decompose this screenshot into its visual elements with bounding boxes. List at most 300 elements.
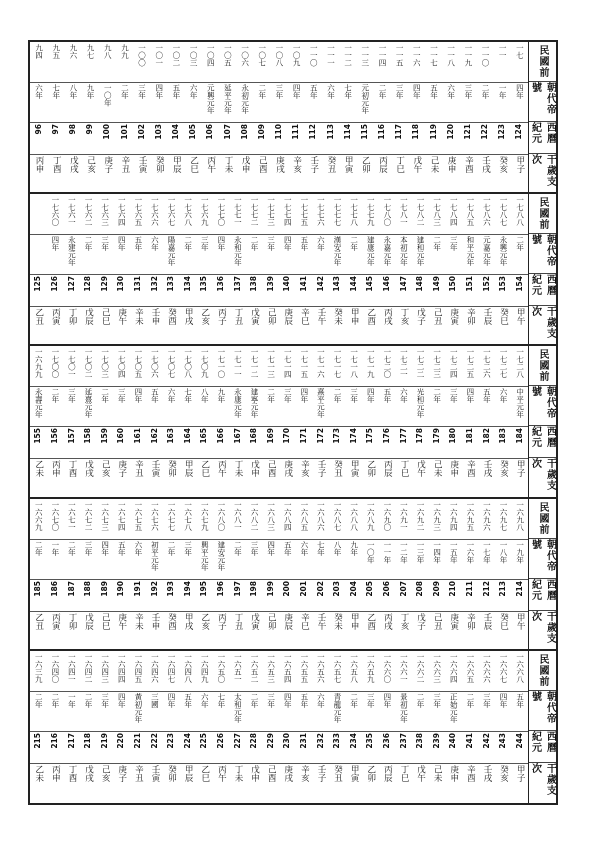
cell-text: 122: [480, 124, 490, 140]
table-band: [30, 346, 556, 498]
cell-text: 己酉: [257, 156, 268, 173]
cell-text: 癸亥: [498, 764, 509, 782]
cell-era: [179, 388, 196, 424]
header-gz: 干歲支次: [529, 610, 556, 644]
cell-text: 一二年: [399, 540, 409, 564]
cell-text: 延熹元年: [84, 388, 94, 419]
cell-mg: [511, 196, 528, 232]
cell-mg: [373, 44, 390, 80]
cell-era: [279, 693, 296, 729]
cell-ad: [428, 733, 445, 761]
cell-text: 二年: [84, 236, 94, 252]
cell-text: 二年: [515, 236, 525, 252]
cell-text: 一六六八: [515, 652, 525, 683]
cell-ad: [362, 276, 379, 304]
cell-ad: [253, 124, 270, 152]
cell-text: 三年: [137, 84, 147, 99]
year-column: [246, 651, 263, 803]
cell-mg: [80, 348, 97, 384]
cell-mg: [329, 653, 346, 689]
cell-text: 209: [431, 580, 441, 597]
cell-text: 一七一九: [366, 348, 376, 379]
year-column: [99, 42, 116, 194]
cell-text: 三年: [183, 540, 193, 556]
cell-ad: [82, 124, 99, 152]
cell-text: 四年: [382, 692, 392, 708]
year-column: [408, 42, 425, 194]
cell-text: 壬午: [315, 612, 326, 630]
year-column: [47, 651, 64, 803]
cell-text: 214: [514, 580, 524, 597]
cell-text: 三年: [100, 692, 110, 708]
cell-era: [185, 84, 202, 120]
cell-text: 一七二〇: [382, 348, 392, 379]
cell-text: 三年: [283, 388, 293, 404]
cell-text: 丙戌: [382, 308, 393, 326]
cell-text: 140: [282, 276, 292, 292]
cell-mg: [379, 196, 396, 232]
header-gz: 干歲支次: [529, 762, 556, 796]
cell-text: 辛未: [133, 612, 144, 630]
cell-ad: [412, 733, 429, 761]
cell-text: 丁巳: [398, 764, 409, 782]
cell-gz: [345, 460, 362, 496]
cell-gz: [236, 156, 253, 192]
cell-gz: [279, 308, 296, 344]
cell-text: 壬子: [315, 764, 326, 782]
cell-mg: [213, 501, 230, 537]
cell-text: 三年: [200, 236, 210, 252]
cell-ad: [229, 581, 246, 609]
cell-text: 辛未: [133, 308, 144, 326]
cell-ad: [362, 581, 379, 609]
cell-era: [329, 236, 346, 272]
cell-ad: [428, 428, 445, 456]
table-band: [30, 194, 556, 346]
cell-era: [395, 693, 412, 729]
cell-mg: [279, 653, 296, 689]
year-column: [305, 42, 322, 194]
cell-mg: [146, 348, 163, 384]
cell-era: [163, 388, 180, 424]
cell-text: 211: [464, 580, 474, 597]
cell-text: 224: [182, 732, 192, 749]
cell-text: 217: [66, 732, 76, 749]
cell-ad: [312, 581, 329, 609]
cell-text: 七年: [343, 84, 353, 99]
cell-text: 乙酉: [365, 612, 376, 630]
cell-text: 240: [448, 732, 458, 749]
cell-text: 四年: [292, 84, 302, 99]
cell-text: 丙子: [216, 308, 227, 326]
cell-ad: [312, 428, 329, 456]
year-column: [395, 651, 412, 803]
cell-era: [322, 84, 339, 120]
header-mg: 民國前: [529, 42, 556, 82]
cell-era: [362, 388, 379, 424]
cell-text: 黃初元年: [133, 692, 143, 723]
cell-gz: [150, 156, 167, 192]
cell-text: 一五年: [449, 540, 459, 564]
cell-gz: [288, 156, 305, 192]
year-column: [229, 499, 246, 651]
cell-ad: [96, 733, 113, 761]
cell-text: 丁亥: [398, 612, 409, 630]
cell-text: 一年: [50, 540, 60, 556]
year-column: [412, 499, 429, 651]
year-column: [279, 346, 296, 498]
cell-gz: [445, 613, 462, 649]
cell-text: 癸亥: [498, 460, 509, 478]
cell-text: 193: [166, 580, 176, 597]
cell-text: 一七二三: [432, 348, 442, 379]
cell-text: 119: [428, 124, 438, 140]
year-column: [511, 194, 528, 346]
cell-text: 癸丑: [332, 460, 343, 478]
cell-gz: [445, 308, 462, 344]
cell-text: 九四: [34, 44, 44, 59]
cell-mg: [163, 348, 180, 384]
cell-gz: [305, 156, 322, 192]
cell-mg: [113, 196, 130, 232]
cell-era: [150, 84, 167, 120]
cell-era: [96, 236, 113, 272]
year-column: [179, 346, 196, 498]
cell-text: 丙辰: [382, 460, 393, 478]
cell-gz: [202, 156, 219, 192]
cell-text: 壬戌: [481, 460, 492, 478]
year-column: [196, 194, 213, 346]
year-column: [412, 194, 429, 346]
cell-era: [462, 388, 479, 424]
cell-mg: [296, 348, 313, 384]
cell-mg: [113, 653, 130, 689]
cell-text: 一一七: [429, 44, 439, 67]
cell-text: 庚寅: [448, 612, 459, 630]
cell-ad: [185, 124, 202, 152]
cell-text: 四年: [154, 84, 164, 99]
cell-text: 己亥: [85, 156, 96, 173]
cell-text: 一六七八: [183, 500, 193, 531]
cell-text: 四年: [412, 84, 422, 99]
cell-gz: [495, 308, 512, 344]
cell-era: [428, 541, 445, 577]
year-column: [356, 42, 373, 194]
cell-mg: [339, 44, 356, 80]
cell-text: 甲午: [515, 612, 526, 630]
cell-text: 一六九〇: [382, 500, 392, 531]
cell-text: 一六四〇: [50, 652, 60, 683]
cell-text: 八年: [68, 84, 78, 99]
cell-text: 己未: [432, 764, 443, 782]
year-column: [339, 42, 356, 194]
cell-gz: [196, 765, 213, 801]
cell-ad: [63, 733, 80, 761]
cell-text: 丙寅: [50, 612, 61, 630]
cell-text: 甲子: [514, 156, 525, 173]
cell-gz: [113, 460, 130, 496]
year-column: [63, 194, 80, 346]
cell-mg: [113, 501, 130, 537]
cell-ad: [445, 581, 462, 609]
cell-text: 四年: [167, 692, 177, 708]
cell-text: 188: [83, 580, 93, 597]
cell-text: 一六七五: [133, 500, 143, 531]
cell-text: 二年: [84, 692, 94, 708]
cell-era: [379, 541, 396, 577]
cell-text: 一六八一: [233, 500, 243, 531]
cell-text: 癸未: [332, 308, 343, 326]
cell-text: 一六四三: [100, 652, 110, 683]
year-column: [163, 499, 180, 651]
cell-text: 四年: [283, 692, 293, 708]
cell-text: 106: [205, 124, 215, 140]
cell-text: 庚戌: [282, 460, 293, 478]
cell-ad: [96, 276, 113, 304]
cell-text: 三年: [100, 236, 110, 252]
cell-text: 二年: [50, 692, 60, 708]
cell-text: 一七八八: [515, 196, 525, 227]
cell-era: [445, 236, 462, 272]
cell-gz: [229, 765, 246, 801]
cell-mg: [312, 501, 329, 537]
cell-text: 107: [222, 124, 232, 140]
header-mg: 民國前: [529, 651, 556, 691]
cell-era: [412, 388, 429, 424]
cell-text: 熹平元年: [316, 388, 326, 419]
year-column: [296, 346, 313, 498]
cell-ad: [116, 124, 133, 152]
cell-text: 230: [282, 732, 292, 749]
cell-gz: [213, 613, 230, 649]
cell-mg: [425, 44, 442, 80]
year-column: [373, 42, 390, 194]
cell-ad: [246, 276, 263, 304]
cell-text: 149: [431, 276, 441, 292]
cell-text: 一九年: [515, 540, 525, 564]
cell-text: 185: [33, 580, 43, 597]
cell-text: 一六五七: [333, 652, 343, 683]
header-gz: 干歲支次: [529, 458, 556, 492]
cell-text: 一七二一: [399, 348, 409, 379]
cell-text: 三年: [463, 84, 473, 99]
cell-text: 延平元年: [223, 84, 233, 114]
year-column: [213, 651, 230, 803]
year-column: [262, 346, 279, 498]
cell-ad: [262, 428, 279, 456]
cell-text: 六年: [299, 540, 309, 556]
cell-text: 一六八八: [349, 500, 359, 531]
cell-text: 157: [66, 428, 76, 445]
cell-text: 111: [291, 124, 301, 140]
cell-mg: [219, 44, 236, 80]
cell-mg: [379, 348, 396, 384]
cell-text: 199: [265, 580, 275, 597]
cell-text: 一七七七: [333, 196, 343, 227]
cell-mg: [246, 196, 263, 232]
year-column: [150, 42, 167, 194]
cell-gz: [408, 156, 425, 192]
cell-text: 五年: [309, 84, 319, 99]
cell-mg: [356, 44, 373, 80]
cell-era: [63, 541, 80, 577]
cell-text: 丁巳: [398, 460, 409, 478]
cell-gz: [362, 460, 379, 496]
cell-era: [146, 236, 163, 272]
cell-mg: [163, 501, 180, 537]
cell-text: 一六六七: [499, 652, 509, 683]
cell-mg: [229, 348, 246, 384]
cell-text: 辛丑: [133, 764, 144, 782]
header-ad: 西曆紀元: [529, 579, 556, 611]
cell-era: [296, 236, 313, 272]
cell-text: 162: [149, 428, 159, 445]
cell-ad: [495, 733, 512, 761]
cell-era: [425, 84, 442, 120]
year-column: [495, 651, 512, 803]
year-column: [462, 194, 479, 346]
cell-mg: [30, 501, 47, 537]
year-column: [163, 651, 180, 803]
cell-text: 207: [398, 580, 408, 597]
cell-gz: [478, 765, 495, 801]
cell-era: [339, 84, 356, 120]
cell-mg: [395, 653, 412, 689]
cell-mg: [445, 653, 462, 689]
cell-text: 143: [332, 276, 342, 292]
cell-ad: [296, 733, 313, 761]
cell-text: 一六七四: [117, 500, 127, 531]
cell-text: 丙辰: [377, 156, 388, 173]
cell-gz: [476, 156, 493, 192]
cell-text: 四年: [366, 388, 376, 404]
cell-ad: [425, 124, 442, 152]
cell-text: 一六四四: [117, 652, 127, 683]
cell-ad: [179, 733, 196, 761]
cell-text: 一七六〇: [50, 196, 60, 227]
cell-text: 236: [381, 732, 391, 749]
cell-text: 一七年: [482, 540, 492, 564]
cell-era: [356, 84, 373, 120]
cell-text: 197: [232, 580, 242, 597]
cell-text: 三年: [349, 388, 359, 404]
cell-gz: [116, 156, 133, 192]
cell-text: 五年: [482, 388, 492, 404]
cell-mg: [412, 348, 429, 384]
cell-text: 三年: [395, 84, 405, 99]
cell-text: 一七二五: [465, 348, 475, 379]
cell-text: 一六四六: [150, 652, 160, 683]
cell-text: 五年: [183, 692, 193, 708]
cell-text: 一六七九: [200, 500, 210, 531]
cell-gz: [146, 765, 163, 801]
cell-era: [47, 84, 64, 120]
cell-gz: [146, 613, 163, 649]
cell-ad: [229, 276, 246, 304]
cell-era: [312, 388, 329, 424]
cell-text: 一七二六: [482, 348, 492, 379]
cell-era: [511, 236, 528, 272]
cell-era: [478, 541, 495, 577]
cell-gz: [246, 308, 263, 344]
cell-text: 202: [315, 580, 325, 597]
cell-text: 己未: [429, 156, 439, 173]
cell-ad: [412, 276, 429, 304]
cell-mg: [362, 501, 379, 537]
year-column: [246, 499, 263, 651]
cell-mg: [511, 501, 528, 537]
cell-ad: [130, 581, 147, 609]
cell-text: 一六七七: [167, 500, 177, 531]
cell-text: 一六五六: [316, 652, 326, 683]
cell-gz: [379, 613, 396, 649]
cell-gz: [213, 460, 230, 496]
cell-text: 一六六〇: [382, 652, 392, 683]
year-column: [362, 194, 379, 346]
cell-text: 青龍元年: [333, 692, 343, 723]
cell-gz: [379, 765, 396, 801]
header-ad: 西曆紀元: [529, 426, 556, 458]
cell-text: 一三年: [416, 540, 426, 564]
cell-ad: [379, 276, 396, 304]
cell-gz: [80, 765, 97, 801]
cell-gz: [329, 308, 346, 344]
cell-text: 233: [332, 732, 342, 749]
cell-text: 204: [348, 580, 358, 597]
cell-era: [116, 84, 133, 120]
cell-text: 壬戌: [480, 156, 491, 173]
cell-text: 四年: [133, 388, 143, 404]
cell-era: [459, 84, 476, 120]
cell-ad: [412, 581, 429, 609]
cell-ad: [296, 428, 313, 456]
cell-text: 一六年: [465, 540, 475, 564]
band-header: [528, 346, 556, 498]
cell-gz: [113, 765, 130, 801]
cell-text: 三年: [84, 540, 94, 556]
year-column: [312, 499, 329, 651]
cell-text: 癸卯: [166, 460, 177, 478]
cell-era: [462, 236, 479, 272]
cell-text: 甲寅: [349, 764, 360, 782]
cell-text: 一七一四: [283, 348, 293, 379]
cell-text: 128: [83, 276, 93, 292]
cell-mg: [47, 44, 64, 80]
cell-text: 187: [66, 580, 76, 597]
cell-era: [163, 541, 180, 577]
cell-era: [229, 693, 246, 729]
cell-text: 甲辰: [171, 156, 182, 173]
cell-text: 219: [99, 732, 109, 749]
cell-text: 辛酉: [463, 156, 474, 173]
band-header: [528, 651, 556, 803]
cell-era: [395, 541, 412, 577]
cell-gz: [47, 765, 64, 801]
cell-gz: [362, 308, 379, 344]
header-mg: 民國前: [529, 346, 556, 386]
cell-era: [246, 388, 263, 424]
cell-gz: [63, 613, 80, 649]
cell-text: 三年: [117, 388, 127, 404]
cell-text: 永嘉元年: [382, 236, 392, 267]
cell-text: 182: [481, 428, 491, 445]
cell-text: 97: [50, 124, 60, 135]
cell-ad: [113, 276, 130, 304]
cell-text: 206: [381, 580, 391, 597]
cell-text: 184: [514, 428, 524, 445]
cell-era: [395, 388, 412, 424]
cell-text: 四年: [117, 692, 127, 708]
